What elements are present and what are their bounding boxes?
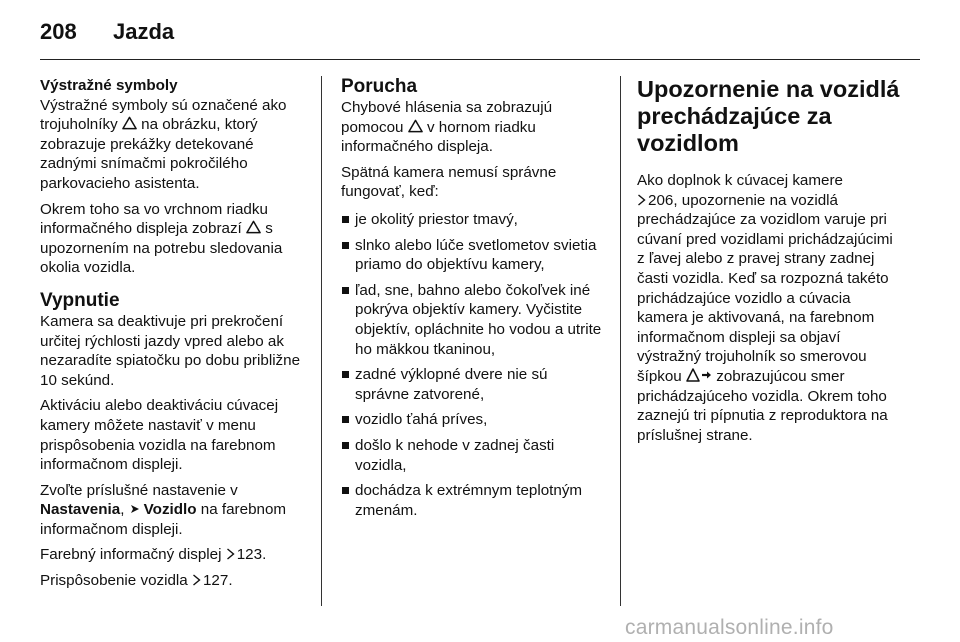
paragraph-warning-symbols (40, 96, 310, 194)
warning-triangle-arrow-icon (686, 368, 712, 382)
text: Farebný informačný displej (40, 546, 222, 564)
text: na obrázku, ktorý zobrazuje prekážky detekované zadnými snímačmi pokročilého parkovacieho asistenta. (40, 116, 258, 192)
settings-menu-label: Nastavenia (40, 501, 121, 519)
bullet-square-icon (342, 487, 349, 494)
warning-triangle-icon (122, 116, 137, 130)
list-item (341, 481, 603, 520)
list-item-text: došlo k nehode v zadnej časti vozidla, (355, 436, 555, 474)
text: na farebnom informačnom displeji. (40, 501, 287, 538)
column-divider-2 (620, 76, 621, 606)
reference-vehicle-customization (40, 571, 310, 591)
vehicle-menu-label: Vozidlo (143, 501, 197, 519)
paragraph-display-warning (40, 200, 310, 278)
bullet-square-icon (342, 216, 349, 223)
text: Okrem toho sa vo vrchnom riadku informačného displeja zobrazí (40, 200, 268, 238)
heading-cross-traffic-alert: Upozornenie na vozidlá prechádzajúce za vozidlom (637, 76, 900, 156)
paragraph-deactivation: Kamera sa deaktivuje pri prekročení určitej rýchlosti jazdy vpred alebo ak nezaradíte spiatočku po dobu približne 10 sekúnd. (40, 312, 301, 389)
list-item (341, 410, 603, 430)
heading-deactivation: Vypnutie (40, 289, 120, 311)
column-divider-1 (321, 76, 322, 606)
list-item-text: je okolitý priestor tmavý, (355, 210, 518, 228)
text: Ako doplnok k cúvacej kamere (637, 172, 843, 189)
bullet-square-icon (342, 242, 349, 249)
conditions-list (341, 210, 603, 520)
text: zobrazujúcou smer prichádzajúceho vozidla. Okrem toho zaznejú tri pípnutia z reproduktora na príslušnej strane. (637, 367, 888, 444)
text: s upozornením na potrebu sledovania okolia vozidla. (40, 220, 283, 277)
bullet-square-icon (342, 287, 349, 294)
reference-arrow-icon (192, 574, 201, 586)
bullet-square-icon (342, 371, 349, 378)
list-item-text: dochádza k extrémnym teplotným zmenám. (355, 482, 583, 519)
column-2 (341, 76, 603, 526)
page-reference: 123. (236, 546, 267, 564)
text: Chybové hlásenia sa zobrazujú pomocou (341, 99, 553, 136)
paragraph-activation: Aktiváciu alebo deaktiváciu cúvacej kamery môžete nastaviť v menu prispôsobenia vozidla na farebnom informačnom displeji. (40, 397, 279, 474)
text: Výstražné symboly sú označené ako trojuholníky (40, 96, 287, 134)
heading-fault: Porucha (341, 76, 418, 97)
paragraph-settings (40, 481, 310, 540)
paragraph-conditions: Spätná kamera nemusí správne fungovať, keď: (341, 163, 557, 201)
warning-triangle-icon (408, 119, 423, 133)
reference-arrow-icon (226, 548, 235, 560)
list-item-text: slnko alebo lúče svetlometov svietia priamo do objektívu kamery, (355, 236, 597, 274)
reference-arrow-icon (637, 194, 646, 206)
vehicle-icon (129, 503, 141, 515)
reference-color-display (40, 545, 310, 565)
text: Prispôsobenie vozidla (40, 572, 188, 590)
list-item-text: ľad, sne, bahno alebo čokoľvek iné pokrýva objektív kamery. Vyčistite objektív, opláchnite ho vodou a utrite ho mäkkou tkaninou, (355, 281, 602, 358)
header-divider (40, 59, 920, 60)
subheading-warning-symbols: Výstražné symboly (40, 77, 178, 94)
text: Zvoľte príslušné nastavenie v (40, 481, 238, 499)
text: 206, upozornenie na vozidlá prechádzajúce za vozidlom varuje pri cúvaní pred vozidlami prichádzajúcimi z ľavej alebo z pravej strany zadnej časti vozidla. Keď sa rozpozná takéto prichádzajúce vozidlo a cúvacia kamera je aktivovaná, na farebnom informačnom displeji sa objaví výstražný trojuholník so smerovou šípkou (637, 191, 893, 385)
list-item (341, 236, 603, 275)
list-item (341, 210, 603, 230)
list-item-text: zadné výklopné dvere nie sú správne zatvorené, (355, 366, 548, 403)
list-item (341, 436, 603, 475)
list-item (341, 281, 603, 359)
watermark: carmanualsonline.info (625, 616, 834, 639)
separator: , (120, 501, 125, 519)
warning-triangle-icon (246, 220, 261, 234)
paragraph-cross-traffic-alert (637, 171, 902, 445)
page-reference: 127. (202, 572, 233, 590)
bullet-square-icon (342, 442, 349, 449)
page-number: 208 (40, 19, 77, 44)
column-1 (40, 76, 310, 591)
section-title: Jazda (113, 19, 175, 44)
paragraph-fault-messages (341, 98, 603, 157)
list-item (341, 365, 603, 404)
column-3 (637, 76, 902, 445)
list-item-text: vozidlo ťahá príves, (355, 411, 488, 429)
page-header (40, 19, 920, 53)
bullet-square-icon (342, 416, 349, 423)
text: v hornom riadku informačného displeja. (341, 118, 536, 156)
